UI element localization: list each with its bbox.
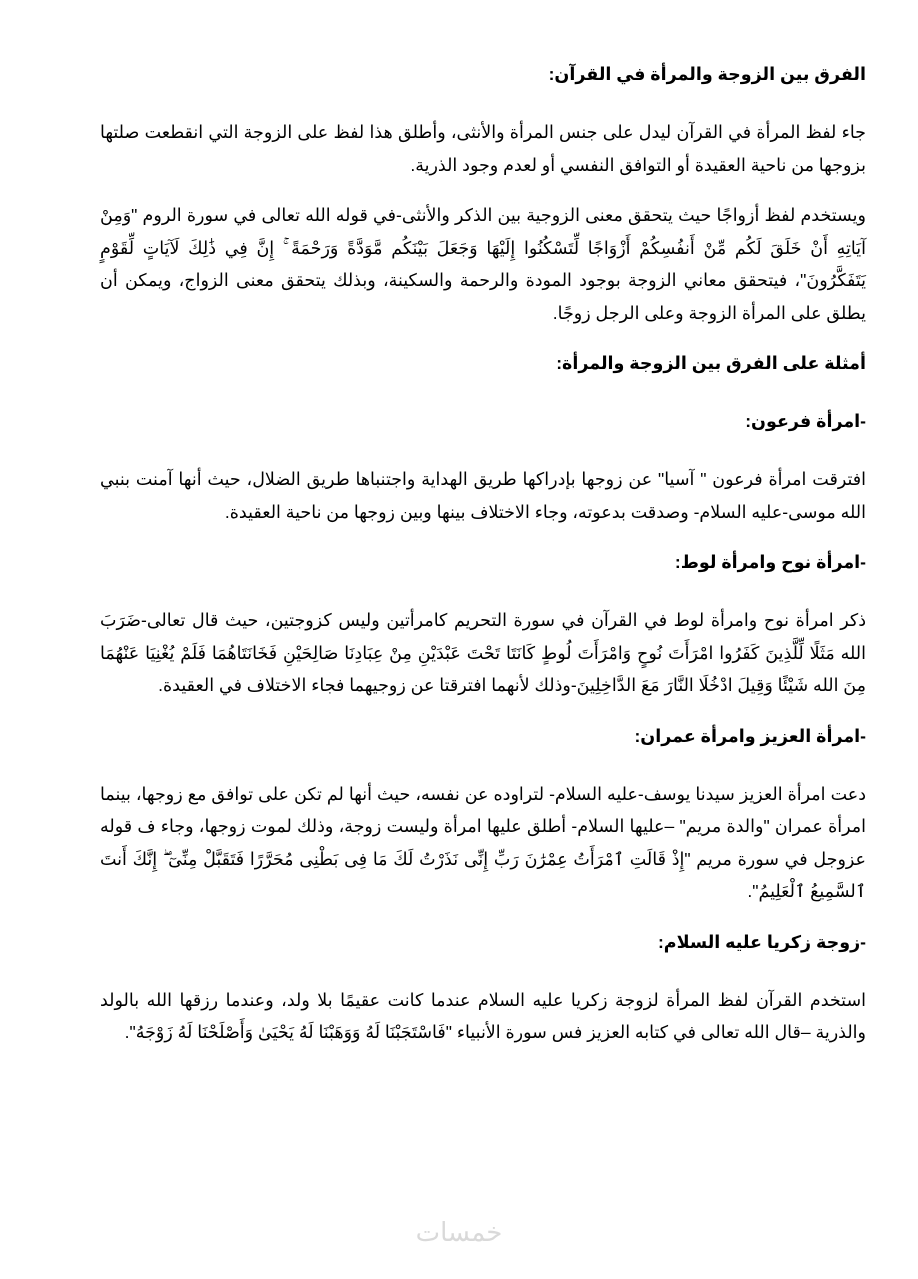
section-heading-noah-lot-wives: -امرأة نوح وامرأة لوط: (674, 552, 866, 572)
paragraph-zakariya-wife: استخدم القرآن لفظ المرأة لزوجة زكريا عليه السلام عندما كانت عقيمًا بلا ولد، وعندما رزقها الله بالولد والذرية –قال الله تعالى في كتابه العزيز فس سورة الأنبياء "فَاسْتَجَبْنَا لَهُ وَوَهَبْنَا لَهُ يَحْيَىٰ وَأَصْلَحْنَا لَهُ زَوْجَهُ". (100, 989, 866, 1042)
paragraph-woman-term: جاء لفظ المرأة في القرآن ليدل على جنس المرأة والأنثى، وأطلق هذا لفظ على الزوجة التي انقطعت صلتها بزوجها من ناحية العقيدة أو التوافق النفسي أو لعدم وجود الذرية. (100, 122, 866, 175)
paragraph-spouses-term: ويستخدم لفظ أزواجًا حيث يتحقق معنى الزوجية بين الذكر والأنثى-في قوله الله تعالى في سورة الروم "وَمِنْ آيَاتِهِ أَنْ خَلَقَ لَكُم مِّنْ أَنفُسِكُمْ أَزْوَاجًا لِّتَسْكُنُوا إِلَيْهَا وَجَعَلَ بَيْنَكُم مَّوَدَّةً وَرَحْمَةً ۚ إِنَّ فِي ذَٰلِكَ لَآيَاتٍ لِّقَوْمٍ يَتَفَكَّرُونَ"، فيتحقق معاني الزوجة بوجود المودة والرحمة والسكينة، وبذلك يتحقق معنى الزواج، ويمكن أن يطلق على المرأة الزوجة وعلى الرجل زوجًا. (100, 205, 866, 323)
section-heading-zakariya-wife: -زوجة زكريا عليه السلام: (657, 931, 866, 952)
paragraph-noah-lot-wives: ذكر امرأة نوح وامرأة لوط في القرآن في سورة التحريم كامرأتين وليس كزوجتين، حيث قال تعالى-ضَرَبَ الله مَثَلًا لِّلَّذِينَ كَفَرُوا امْرَأَتَ نُوحٍ وَامْرَأَتَ لُوطٍ كَانَتَا تَحْتَ عَبْدَيْنِ مِنْ عِبَادِنَا صَالِحَيْنِ فَخَانَتَاهُمَا فَلَمْ يُغْنِيَا عَنْهُمَا مِنَ الله شَيْئًا وَقِيلَ ادْخُلَا النَّارَ مَعَ الدَّاخِلِينَ-وذلك لأنهما افترقتا عن زوجيهما فجاء الاختلاف في العقيدة. (100, 610, 866, 695)
watermark-logo: خمسات (415, 1218, 503, 1248)
section-heading-aziz-imran-wives: -امرأة العزيز وامرأة عمران: (634, 725, 866, 746)
section-heading-pharaoh-wife: -امرأة فرعون: (745, 411, 866, 431)
section-heading-quran-difference: الفرق بين الزوجة والمرأة في القرآن: (548, 64, 866, 84)
section-heading-examples: أمثلة على الفرق بين الزوجة والمرأة: (556, 353, 866, 373)
paragraph-pharaoh-wife: افترقت امرأة فرعون " آسيا" عن زوجها بإدراكها طريق الهداية واجتنباها طريق الضلال، حيث أنها آمنت بنبي الله موسى-عليه السلام- وصدقت بدعوته، وجاء الاختلاف بينها وبين زوجها من ناحية العقيدة. (100, 469, 866, 522)
document-body (100, 58, 866, 1067)
paragraph-aziz-imran-wives: دعت امرأة العزيز سيدنا يوسف-عليه السلام- لتراوده عن نفسه، حيث أنها لم تكن على توافق مع زوجها، بينما امرأة عمران "والدة مريم" –عليها السلام- أطلق عليها امرأة وليست زوجة، وذلك لموت زوجها، وجاء ف قوله عزوجل في سورة مريم "إِذْ قَالَتِ ٱمْرَأَتُ عِمْرَٰنَ رَبِّ إِنِّى نَذَرْتُ لَكَ مَا فِى بَطْنِى مُحَرَّرًا فَتَقَبَّلْ مِنِّىٓ ۖ إِنَّكَ أَنتَ ٱلسَّمِيعُ ٱلْعَلِيمُ". (100, 783, 866, 901)
